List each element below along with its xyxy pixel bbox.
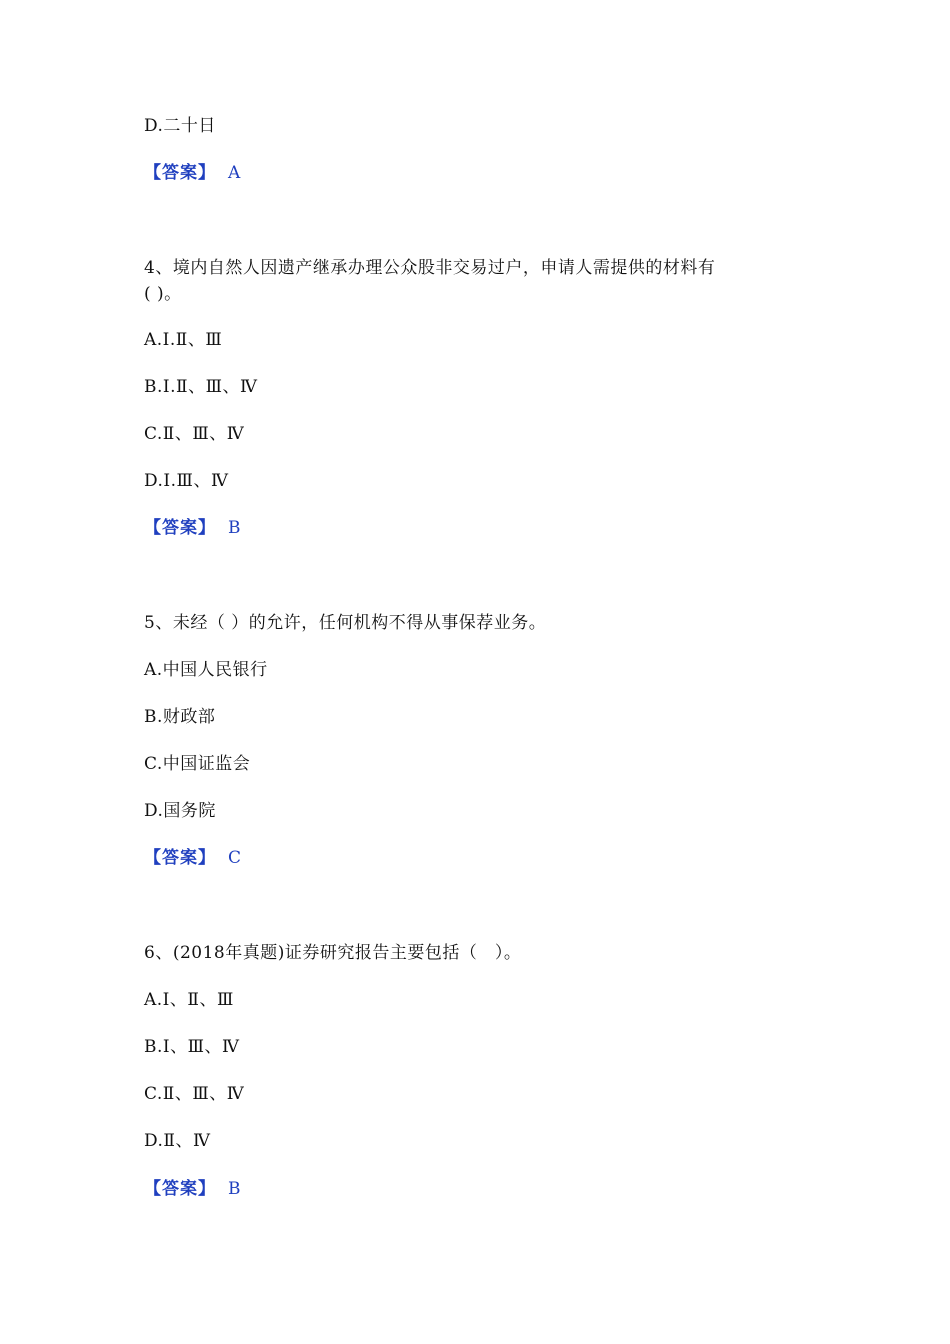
q6-option-a: A.Ⅰ、Ⅱ、Ⅲ — [144, 990, 234, 1010]
q4-option-b: B.Ⅰ.Ⅱ、Ⅲ、Ⅳ — [144, 377, 258, 397]
q4-option-c: C.Ⅱ、Ⅲ、Ⅳ — [144, 424, 245, 444]
answer-value: B — [228, 1179, 241, 1199]
answer-value: C — [228, 848, 242, 868]
q6-option-b: B.Ⅰ、Ⅲ、Ⅳ — [144, 1037, 240, 1057]
q4-option-d: D.Ⅰ.Ⅲ、Ⅳ — [144, 471, 229, 491]
answer-tag: 【答案】 — [144, 1179, 216, 1199]
prev-option-d: D.二十日 — [144, 116, 216, 136]
q4-stem-line2: ( )。 — [144, 284, 182, 304]
prev-answer — [144, 161, 240, 185]
q4-answer — [144, 516, 241, 540]
q6-option-c: C.Ⅱ、Ⅲ、Ⅳ — [144, 1084, 245, 1104]
q5-option-c: C.中国证监会 — [144, 754, 251, 774]
q4-stem-line1: 4、境内自然人因遗产继承办理公众股非交易过户，申请人需提供的材料有 — [144, 258, 716, 278]
q4-option-a: A.Ⅰ.Ⅱ、Ⅲ — [144, 330, 223, 350]
q6-option-d: D.Ⅱ、Ⅳ — [144, 1131, 211, 1151]
answer-tag: 【答案】 — [144, 163, 216, 183]
answer-value: B — [228, 518, 241, 538]
q5-option-b: B.财政部 — [144, 707, 216, 727]
answer-value: A — [228, 163, 241, 183]
q6-stem: 6、(2018年真题)证券研究报告主要包括（ ）。 — [144, 943, 522, 963]
q6-answer — [144, 1177, 241, 1201]
q5-stem: 5、未经（ ）的允许，任何机构不得从事保荐业务。 — [144, 613, 547, 633]
answer-tag: 【答案】 — [144, 848, 216, 868]
answer-tag: 【答案】 — [144, 518, 216, 538]
q5-option-a: A.中国人民银行 — [144, 660, 268, 680]
q5-option-d: D.国务院 — [144, 801, 216, 821]
q5-answer — [144, 846, 241, 870]
